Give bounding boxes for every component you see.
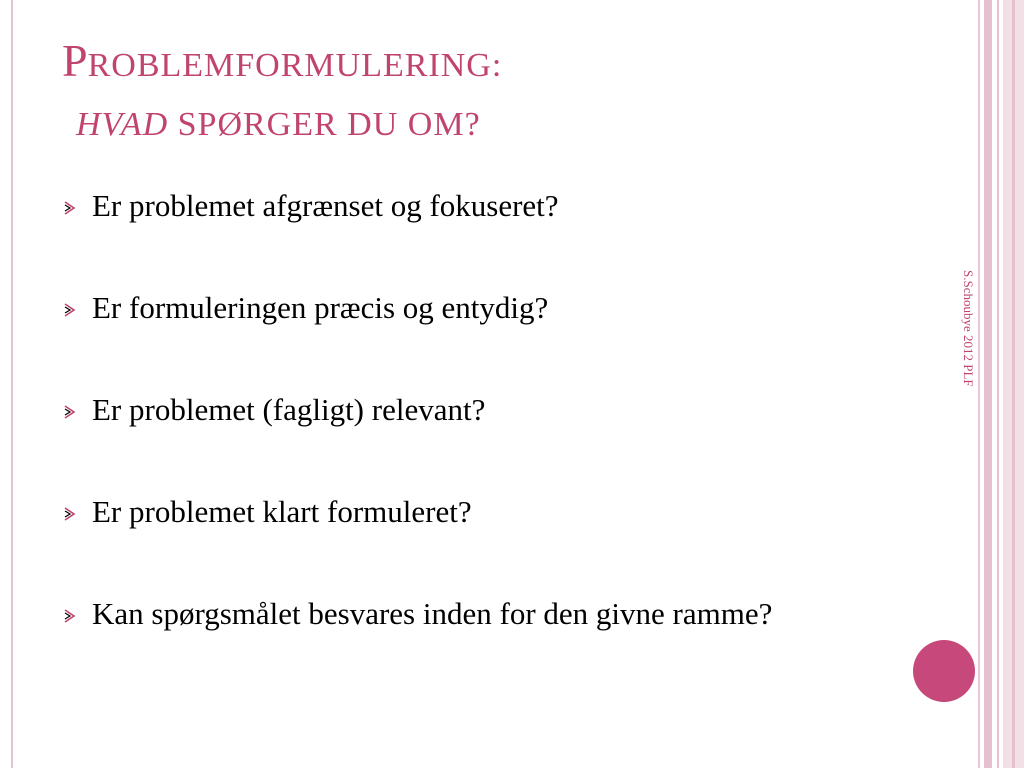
decorative-circle	[913, 640, 975, 702]
title-line-2-rest: SPØRGER DU OM?	[168, 106, 481, 143]
title-line-1-rest: ROBLEMFORMULERING:	[87, 47, 503, 84]
bullet-text: Er formuleringen præcis og entydig?	[92, 290, 549, 325]
right-stripe	[978, 0, 980, 768]
arrow-bullet-icon	[62, 404, 78, 420]
list-item	[62, 594, 892, 634]
title-line-1	[62, 35, 942, 88]
slide-title	[62, 35, 942, 143]
title-line-2	[76, 108, 942, 142]
bullet-text: Er problemet (fagligt) relevant?	[92, 392, 486, 427]
title-initial: P	[62, 35, 88, 86]
list-item	[62, 390, 892, 430]
right-stripe	[1012, 0, 1015, 768]
arrow-bullet-icon	[62, 608, 78, 624]
arrow-bullet-icon	[62, 302, 78, 318]
bullet-text: Er problemet klart formuleret?	[92, 494, 472, 529]
bullet-text: Er problemet afgrænset og fokuseret?	[92, 188, 559, 223]
title-italic-word: HVAD	[76, 106, 169, 143]
bullet-list	[62, 186, 892, 634]
list-item	[62, 186, 892, 226]
footer-credit: S.Schoubye 2012 PLF	[961, 270, 976, 387]
list-item	[62, 288, 892, 328]
list-item	[62, 492, 892, 532]
right-stripe	[984, 0, 992, 768]
left-border-line	[11, 0, 13, 768]
right-stripe	[997, 0, 999, 768]
arrow-bullet-icon	[62, 200, 78, 216]
bullet-text: Kan spørgsmålet besvares inden for den givne ramme?	[92, 596, 773, 631]
arrow-bullet-icon	[62, 506, 78, 522]
